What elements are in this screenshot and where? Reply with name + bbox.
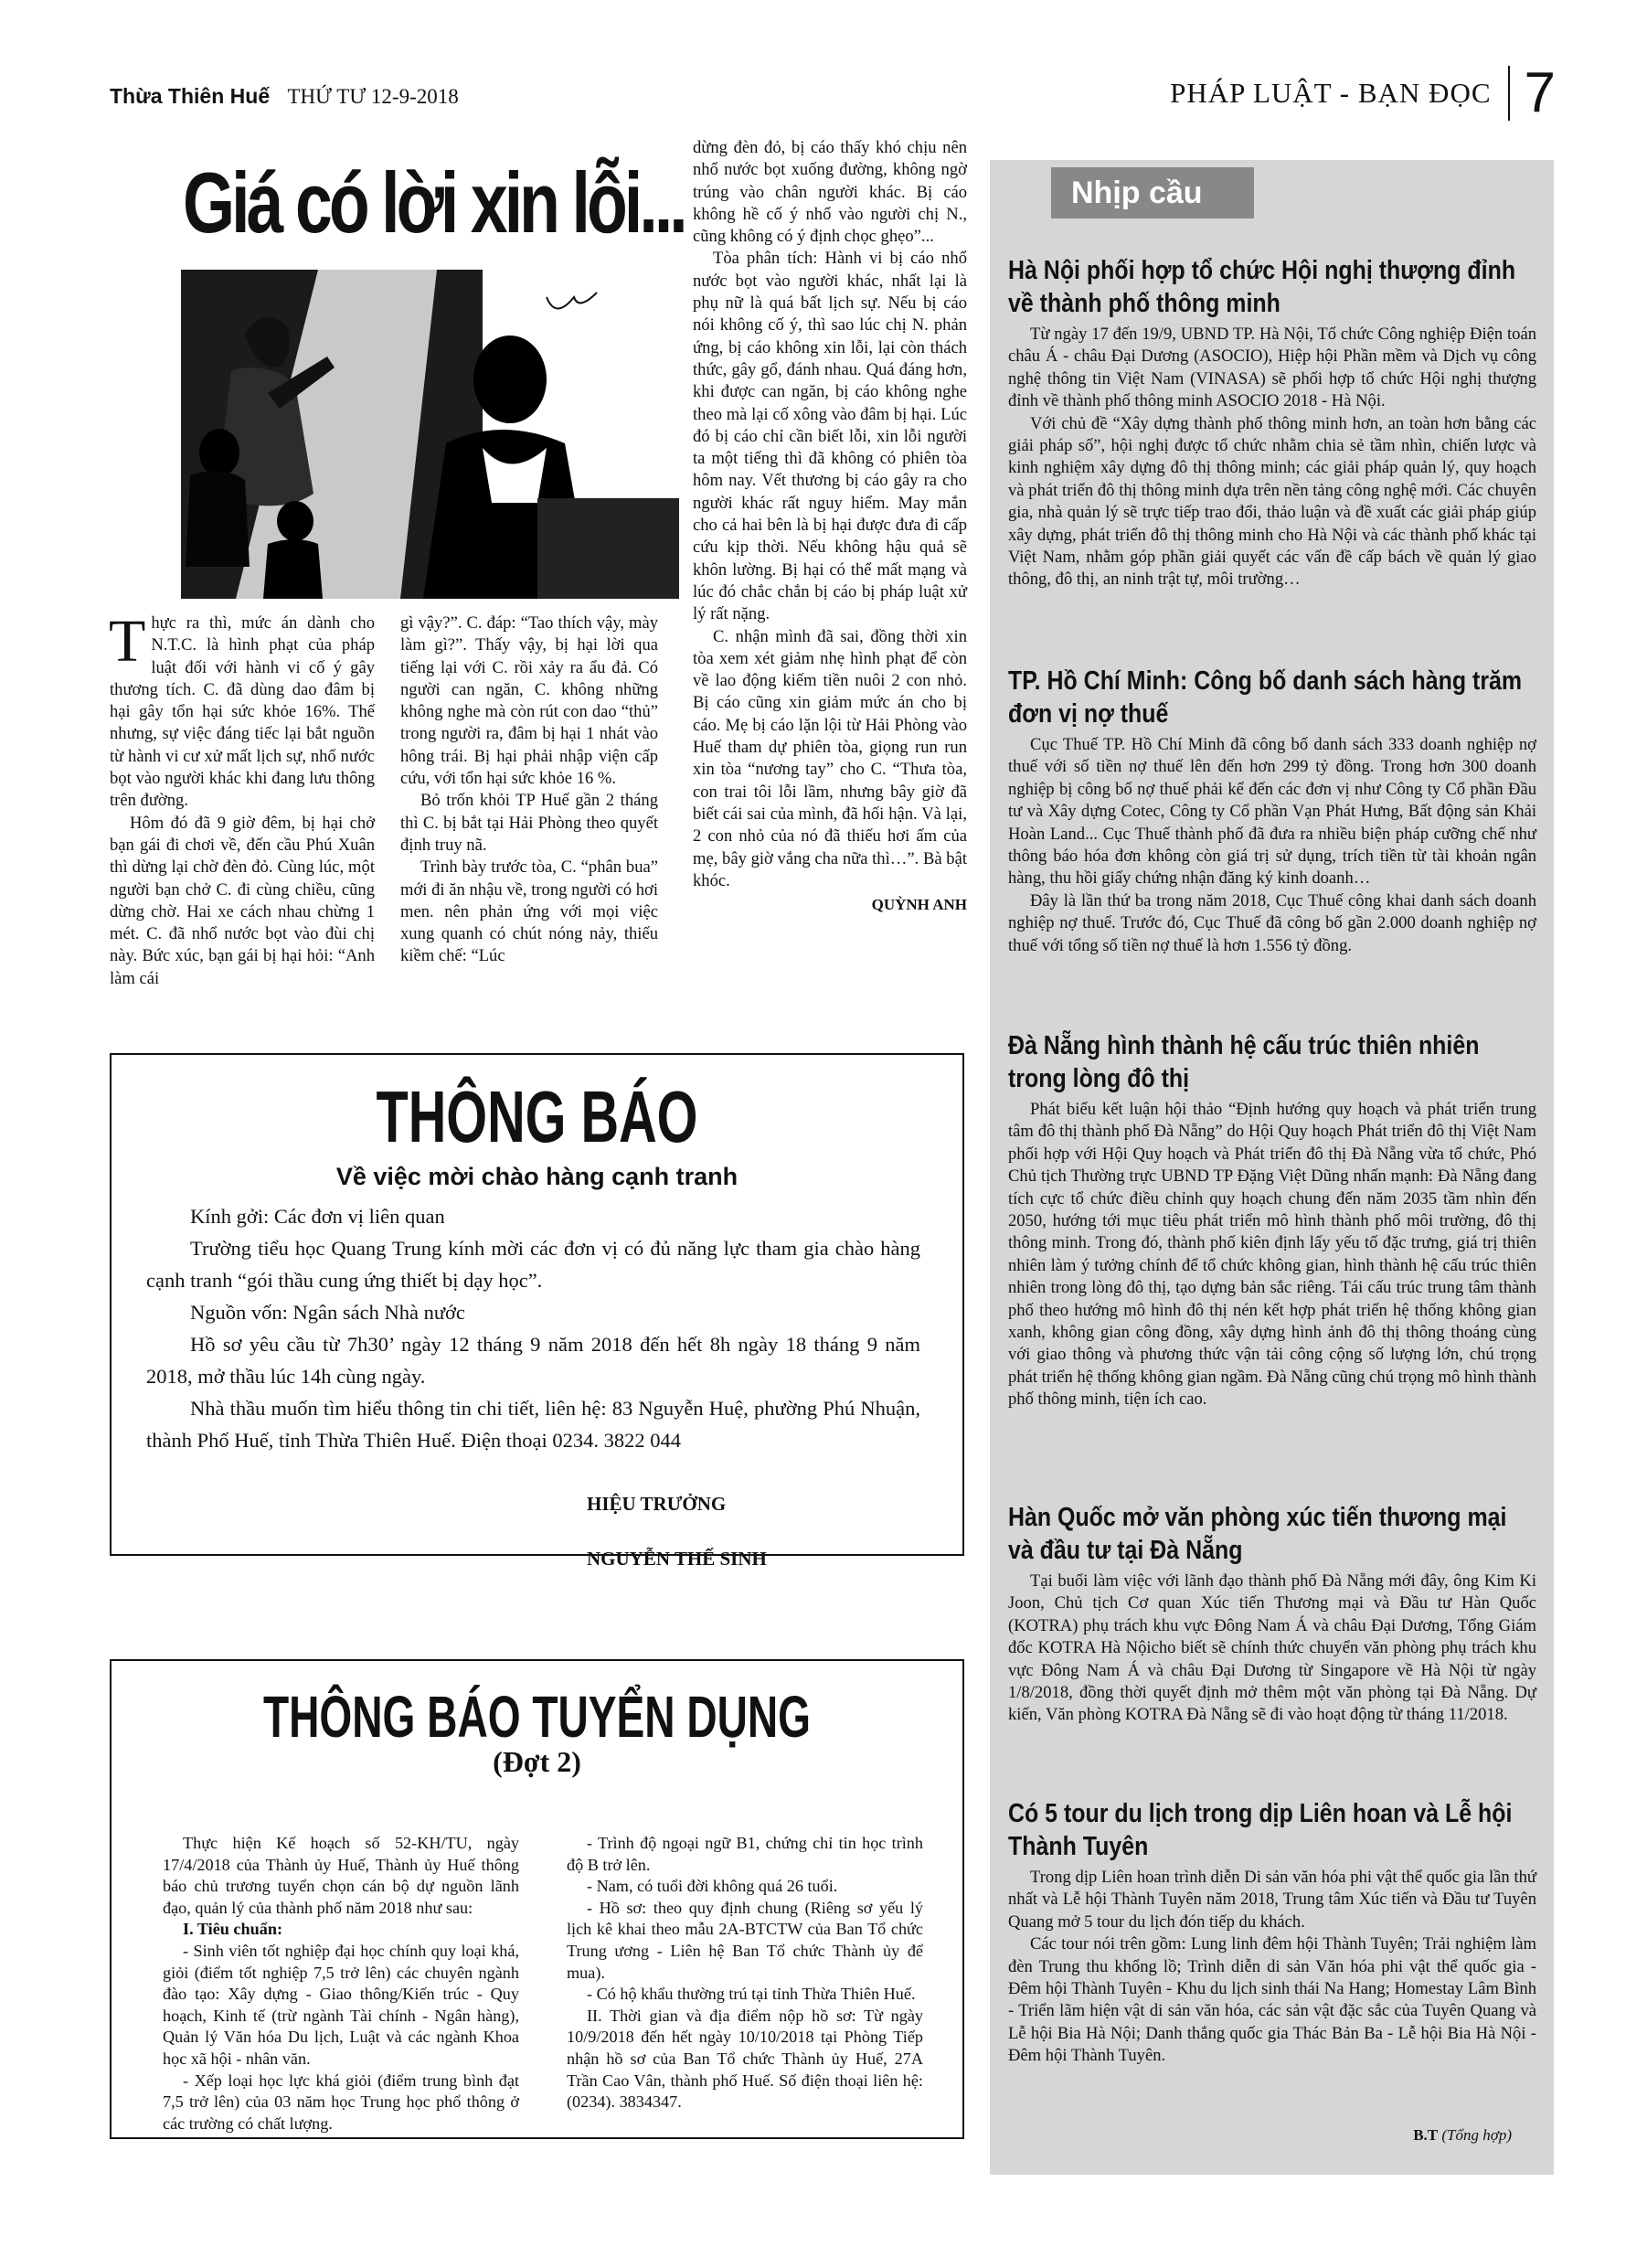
news-title: Đà Nẵng hình thành hệ cấu trúc thiên nhiên trong lòng đô thị: [1008, 1031, 1480, 1093]
notice-bidding-box: [110, 1053, 964, 1570]
article-author: QUỲNH ANH: [871, 896, 967, 914]
article-column-2: [400, 612, 658, 968]
recruitment-paragraph: Thực hiện Kế hoạch số 52-KH/TU, ngày 17/4/2018 của Thành ủy Huế, Thành ủy Huế thông báo chủ trương tuyển chọn cán bộ dự nguồn lãnh đạo, quản lý của thành phố năm 2018 như sau:: [163, 1834, 519, 1917]
news-item: [1008, 254, 1536, 591]
notice-recruitment-box: [110, 1659, 964, 2139]
notice-signature: [587, 1476, 962, 1586]
page-number: 7: [1508, 66, 1556, 121]
notice-paragraph: Nhà thầu muốn tìm hiểu thông tin chi tiết, liên hệ: 83 Nguyễn Huệ, phường Phú Nhuận, thành Phố Huế, tỉnh Thừa Thiên Huế. Điện thoại 0234. 3822 044: [146, 1397, 920, 1452]
recruitment-paragraph: - Nam, có tuổi đời không quá 26 tuổi.: [587, 1877, 838, 1896]
signer-title: HIỆU TRƯỞNG: [587, 1493, 727, 1515]
article-paragraph: Trình bày trước tòa, C. “phân bua” mới đi ăn nhậu về, trong người có hơi men. nên phản ứng với mọi việc xung quanh có chút nóng nảy, thiếu kiềm chế: “Lúc: [400, 857, 658, 966]
article-paragraph: Thực ra thì, mức án dành cho N.T.C. là hình phạt của pháp luật đối với hành vi cố ý gây thương tích. C. đã dùng dao đâm bị hại gây tổn hại sức khỏe 16%. Thế nhưng, sự việc đáng tiếc lại bắt nguồn từ hành vi cư xử mất lịch sự, nhổ nước bọt vào người khác khi đang lưu thông trên đường.: [109, 608, 375, 811]
news-paragraph: Đây là lần thứ ba trong năm 2018, Cục Thuế công khai danh sách doanh nghiệp nợ thuế. Trước đó, Cục Thuế đã công bố gần 2.000 doanh nghiệp nợ thuế với tổng số tiền nợ thuế là hơn 1.556 tỷ đồng.: [1008, 890, 1536, 955]
news-paragraph: Tại buổi làm việc với lãnh đạo thành phố Đà Nẵng mới đây, ông Kim Ki Joon, Chủ tịch Cơ quan Xúc tiến Thương mại và Đầu tư Hàn Quốc (KOTRA) phụ trách khu vực Đông Nam Á và châu Đại Dương, Tổng Giám đốc KOTRA Hà Nộicho biết sẽ chính thức chuyển văn phòng phụ trách khu vực Đông Nam Á và châu Đại Dương từ Singapore về Hà Nội từ ngày 1/8/2018, đồng thời quyết định mở thêm một văn phòng tại Đà Nẵng. Dự kiến, Văn phòng KOTRA Đà Nẵng sẽ đi vào hoạt động từ tháng 11/2018.: [1008, 1571, 1536, 1725]
notice-paragraph: Nguồn vốn: Ngân sách Nhà nước: [190, 1301, 465, 1324]
notice-subtitle: Về việc mời chào hàng cạnh tranh: [335, 1163, 738, 1190]
article-paragraph: gì vậy?”. C. đáp: “Tao thích vậy, mày làm gì?”. Thấy vậy, bị hại lời qua tiếng lại với C. rồi xảy ra ẩu đả. Có người can ngăn, C. không những không nghe mà còn rút con dao “thủ” trong người ra, đâm bị hại 1 nhát vào hông trái. Bị hại phải nhập viện cấp cứu, với tổn hại sức khỏe 16 %.: [400, 613, 658, 789]
article-paragraph: Bỏ trốn khỏi TP Huế gần 2 tháng thì C. bị bắt tại Hải Phòng theo quyết định truy nã.: [400, 791, 658, 855]
article-column-1: [109, 608, 375, 990]
notice-paragraph: Hồ sơ yêu cầu từ 7h30’ ngày 12 tháng 9 năm 2018 đến hết 8h ngày 18 tháng 9 năm 2018, mở thầu lúc 14h cùng ngày.: [146, 1333, 920, 1388]
article-headline: Giá có lời xin lỗi...: [183, 154, 685, 250]
recruitment-paragraph: - Có hộ khẩu thường trú tại tỉnh Thừa Thiên Huế.: [587, 1985, 916, 2004]
notice-paragraph: Trường tiểu học Quang Trung kính mời các đơn vị có đủ năng lực tham gia chào hàng cạnh tranh “gói thầu cung ứng thiết bị dạy học”.: [146, 1237, 920, 1292]
news-title: Có 5 tour du lịch trong dịp Liên hoan và Lễ hội Thành Tuyên: [1008, 1799, 1513, 1861]
section-name: PHÁP LUẬT - BẠN ĐỌC: [1170, 77, 1492, 109]
article-paragraph: Hôm đó đã 9 giờ đêm, bị hại chở bạn gái đi chơi về, đến cầu Phú Xuân thì dừng lại chờ đèn đỏ. Cùng lúc, một người bạn chở C. đi cùng chiều, cũng dừng chờ. Hai xe cách nhau chừng 1 mét. C. đã nhổ nước bọt vào đùi chị này. Bức xúc, bạn gái bị hại hỏi: “Anh làm cái: [110, 813, 375, 988]
notice-paragraph: Kính gởi: Các đơn vị liên quan: [190, 1205, 445, 1228]
recruitment-paragraph: II. Thời gian và địa điểm nộp hồ sơ: Từ ngày 10/9/2018 đến hết ngày 10/10/2018 tại Phòng Tiếp nhận hồ sơ của Ban Tổ chức Thành ủy Huế, 27A Trần Cao Vân, thành phố Huế. Số điện thoại liên hệ: (0234). 3834347.: [567, 2006, 923, 2112]
recruitment-paragraph: - Xếp loại học lực khá giỏi (điểm trung bình đạt 7,5 trở lên) của 03 năm học Trung học phổ thông ở các trường có chất lượng.: [163, 2071, 519, 2133]
credit-note: (Tổng hợp): [1441, 2126, 1512, 2144]
news-item: [1008, 1029, 1536, 1411]
recruitment-title: THÔNG BÁO TUYỂN DỤNG: [262, 1684, 812, 1750]
illustration-drawing: [181, 270, 679, 599]
news-item: [1008, 1797, 1536, 2068]
article-column-3: [693, 137, 967, 916]
news-paragraph: Từ ngày 17 đến 19/9, UBND TP. Hà Nội, Tổ chức Công nghiệp Điện toán châu Á - châu Đại Dương (ASOCIO), Hiệp hội Phần mềm và Dịch vụ công nghệ thông tin Việt Nam (VINASA) sẽ phối hợp tổ chức Hội nghị thượng đỉnh về thành phố thông minh ASOCIO 2018 - Hà Nội.: [1008, 325, 1536, 411]
notice-title: THÔNG BÁO: [376, 1076, 698, 1157]
paper-name: Thừa Thiên Huế: [110, 84, 271, 108]
page-header-right: [1170, 61, 1556, 124]
recruitment-column-left: [163, 1833, 519, 2135]
notice-body: [112, 1191, 962, 1456]
signer-name: NGUYỄN THẾ SINH: [587, 1548, 767, 1570]
news-paragraph: Trong dịp Liên hoan trình diễn Di sản văn hóa phi vật thể quốc gia lần thứ nhất và Lễ hội Thành Tuyên năm 2018, Trung tâm Xúc tiến và Đầu tư Tuyên Quang mở 5 tour du lịch đón tiếp du khách.: [1008, 1868, 1536, 1932]
recruitment-paragraph: - Hồ sơ: theo quy định chung (Riêng sơ yếu lý lịch kê khai theo mẫu 2A-BTCTW của Ban Tổ chức Trung ương - Liên hệ Ban Tổ chức Thành ủy để mua).: [567, 1898, 923, 1982]
recruitment-section-heading: I. Tiêu chuẩn:: [183, 1920, 283, 1939]
news-title: TP. Hồ Chí Minh: Công bố danh sách hàng trăm đơn vị nợ thuế: [1008, 666, 1523, 729]
sidebar-label: Nhịp cầu: [1051, 167, 1254, 218]
article-paragraph: Tòa phân tích: Hành vi bị cáo nhổ nước bọt vào người khác, nhất lại là phụ nữ là quá bất lịch sự. Nếu bị cáo nói không cố ý, thì sao lúc chị N. phản ứng, bị cáo không xin lỗi, lại còn thách thức, gây gổ, đánh nhau. Quá đáng hơn, khi được can ngăn, bị cáo không nghe theo mà lại cố xông vào đâm bị hại. Lúc đó bị cáo chỉ cần biết lỗi, xin lỗi người ta một tiếng thì đã không có phiên tòa hôm nay. Vết thương bị cáo gây ra cho người khác rất nguy hiểm. May mắn cho cả hai bên là bị hại được đưa đi cấp cứu kịp thời. Nếu không hậu quả sẽ khôn lường. Bị hại có thể mất mạng và lúc đó chắc chắn bị cáo bị pháp luật xử lý rất nặng.: [693, 249, 967, 624]
article-paragraph: C. nhận mình đã sai, đồng thời xin tòa xem xét giảm nhẹ hình phạt để còn về lao động kiếm tiền nuôi 2 con nhỏ. Bị cáo cũng xin giảm mức án cho bị cáo. Mẹ bị cáo lặn lội từ Hải Phòng vào Huế tham dự phiên tòa, giọng run run xin tòa “nương tay” cho C. “Thưa tòa, con trai tôi lỗi lầm, nhưng bây giờ đã biết cái sai của mình, đã hối hận. Và lại, 2 con nhỏ của nó đã thiếu hơi ấm của mẹ, bây giờ vắng cha nữa thì…”. Bà bật khóc.: [693, 626, 967, 890]
page-header-left: [110, 84, 459, 109]
recruitment-paragraph: - Sinh viên tốt nghiệp đại học chính quy loại khá, giỏi (điểm tốt nghiệp 7,5 trở lên) các chuyên ngành đào tạo: Xây dựng - Giao thông/Kiến trúc - Quy hoạch, Kinh tế (trừ ngành Tài chính - Ngân hàng), Quản lý Văn hóa Du lịch, Luật và các ngành Khoa học xã hội - nhân văn.: [163, 1941, 519, 2068]
dropcap: T: [109, 608, 146, 675]
issue-date: THỨ TƯ 12-9-2018: [287, 85, 459, 108]
sidebar-credit: [1413, 2126, 1512, 2145]
news-paragraph: Các tour nói trên gồm: Lung linh đêm hội Thành Tuyên; Trải nghiệm làm đèn Trung thu khổng lồ; Trình diễn di sản Văn hóa phi vật thể quốc gia - Đêm hội Thành Tuyên - Khu du lịch sinh thái Na Hang; Homestay Lâm Bình - Triển lãm hiện vật di sản văn hóa, các sản vật đặc sắc của Tuyên Quang và Lễ hội Bia Hà Nội; Danh thắng quốc gia Thác Bản Ba - Lễ hội Bia Hà Nội - Đêm hội Thành Tuyên.: [1008, 1934, 1536, 2066]
news-title: Hàn Quốc mở văn phòng xúc tiến thương mại và đầu tư tại Đà Nẵng: [1008, 1503, 1507, 1565]
news-item: [1008, 665, 1536, 957]
article-paragraph: dừng đèn đỏ, bị cáo thấy khó chịu nên nhổ nước bọt xuống đường, không ngờ trúng vào chân người khác. Bị cáo không hề cố ý nhổ vào người chị N., cũng không có ý định chọc ghẹo”...: [693, 138, 967, 247]
news-title: Hà Nội phối hợp tổ chức Hội nghị thượng đỉnh về thành phố thông minh: [1008, 256, 1516, 318]
news-paragraph: Cục Thuế TP. Hồ Chí Minh đã công bố danh sách 333 doanh nghiệp nợ thuế với số tiền nợ thuế lên đến hơn 299 tỷ đồng. Trong hơn 300 doanh nghiệp bị công bố nợ thuế phải kể đến các đơn vị như Công ty Cổ phần Đầu tư và Xây dựng Cotec, Công ty Cổ phần Vạn Phát Hưng, Bất động sản Khải Hoàn Land... Cục Thuế thành phố đã đưa ra nhiều biện pháp cưỡng chế như thông báo hóa đơn không còn giá trị sử dụng, trích tiền từ tài khoản ngân hàng, thu hồi giấy chứng nhận đăng ký kinh doanh…: [1008, 735, 1536, 889]
credit-name: B.T: [1413, 2126, 1439, 2144]
recruitment-subtitle: (Đợt 2): [493, 1745, 581, 1778]
article-illustration: [181, 270, 679, 599]
recruitment-paragraph: - Trình độ ngoại ngữ B1, chứng chỉ tin học trình độ B trở lên.: [567, 1834, 923, 1874]
news-paragraph: Phát biểu kết luận hội thảo “Định hướng quy hoạch và phát triển trung tâm đô thị thành phố Đà Nẵng” do Hội Quy hoạch Phát triển đô thị Việt Nam phối hợp với Hội Quy hoạch và Phát triển đô thị Đà Nẵng vừa tổ chức, Phó Chủ tịch Thường trực UBND TP Đặng Việt Dũng nhấn mạnh: Đà Nẵng đang tích cực tổ chức điều chỉnh quy hoạch chung đến năm 2035 tầm nhìn đến 2050, hướng tới mục tiêu phát triển mô hình thành phố môi trường, đô thị thông minh. Trong đó, thành phố kiên định lấy yếu tố đặc trưng, giá trị thiên nhiên làm ý tưởng chính để tổ chức không gian, hình thành hệ cấu trúc thiên nhiên trong lòng đô thị, tạo dựng bản sắc riêng. Tái cấu trúc trung tâm thành phố theo hướng mô hình đô thị nén kết hợp phát triển hệ thống không gian xanh, không gian công đồng, xây dựng hình ảnh đô thị thông thoáng cùng với giao thông và phương thức vận tải công cộng số lượng lớn, chú trọng phát triển hệ thống không gian ngầm. Đà Nẵng cũng chú trọng mô hình thành phố thông minh, tiện ích cao.: [1008, 1100, 1536, 1410]
recruitment-column-right: [567, 1833, 923, 2114]
news-paragraph: Với chủ đề “Xây dựng thành phố thông minh hơn, an toàn hơn bằng các giải pháp số”, hội nghị được tổ chức nhằm chia sẻ tầm nhìn, chiến lược và kinh nghiệm xây dựng đô thị thông minh; các giải pháp quản lý, quy hoạch và phát triển đô thị thông minh dựa trên nền tảng công nghệ mới. Các chuyên gia, nhà quản lý sẽ trực tiếp trao đổi, thảo luận và đề xuất các giải pháp giúp xây dựng, phát triển đô thị thông minh cho Hà Nội và các thành phố khác tại Việt Nam, nhằm góp phần giải quyết các vấn đề cấp bách về quản lý giao thông, đô thị, an ninh trật tự, môi trường…: [1008, 413, 1536, 590]
news-item: [1008, 1501, 1536, 1727]
